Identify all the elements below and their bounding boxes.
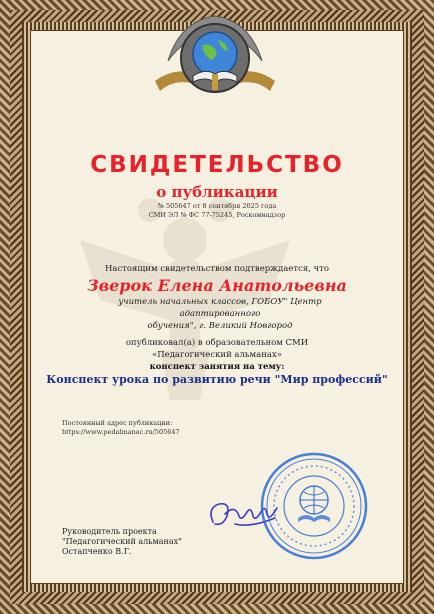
published-text-line2: «Педагогический альманах» bbox=[152, 350, 282, 360]
round-stamp-icon bbox=[258, 450, 370, 562]
theme-label: конспект занятия на тему: bbox=[149, 362, 285, 372]
certificate-title: СВИДЕТЕЛЬСТВО bbox=[90, 152, 344, 178]
person-name: Зверок Елена Анатольевна bbox=[87, 276, 347, 295]
certificate-subtitle: о публикации bbox=[156, 183, 278, 201]
person-position bbox=[110, 296, 330, 332]
confirmation-text: Настоящим свидетельством подтверждается, что bbox=[104, 264, 329, 274]
address-url[interactable]: https://www.pedalmanac.ru/505647 bbox=[62, 428, 180, 436]
signer-line3: Остапченко В.Г. bbox=[62, 547, 132, 556]
globe-emblem-icon bbox=[150, 6, 280, 106]
theme-title: Конспект урока по развитию речи "Мир профессий" bbox=[46, 373, 388, 386]
signer-line1: Руководитель проекта bbox=[62, 527, 157, 536]
media-registration: СМИ ЭЛ № ФС 77-75245, Роскомнадзор bbox=[148, 211, 286, 219]
registration-number: № 505647 от 8 сентября 2025 года bbox=[157, 202, 277, 210]
signer-block bbox=[62, 527, 182, 557]
published-text-line1: опубликовал(а) в образовательном СМИ bbox=[125, 338, 309, 348]
person-position-line2: обучения", г. Великий Новгород bbox=[147, 321, 293, 331]
person-position-line1: учитель начальных классов, ГОБОУ" Центр адаптированного bbox=[118, 297, 322, 319]
address-label: Постоянный адрес публикации: bbox=[62, 419, 173, 427]
signer-line2: "Педагогический альманах" bbox=[62, 537, 182, 546]
